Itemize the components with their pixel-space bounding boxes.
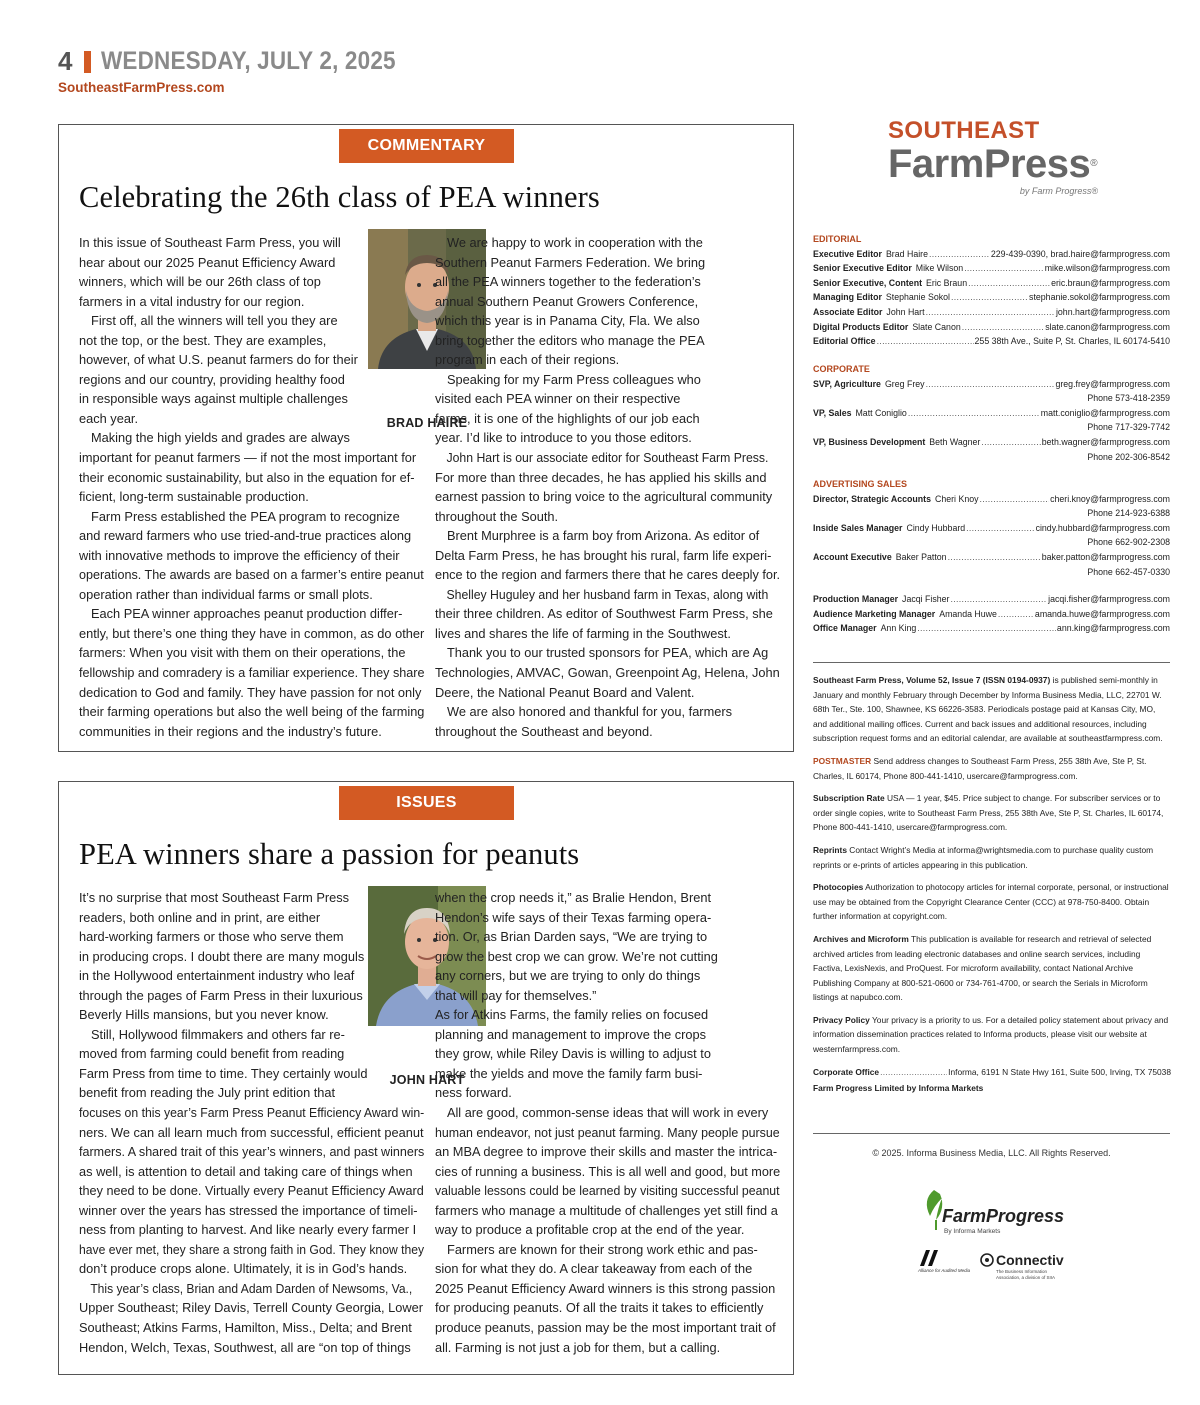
contact-value[interactable]: beth.wagner@farmprogress.com	[1041, 436, 1170, 447]
text-line: Delta Farm Press, he has brought his rural, farm life experi-	[435, 547, 772, 563]
masthead-heading: CORPORATE	[813, 364, 870, 374]
text-line: In this issue of Southeast Farm Press, you will	[79, 235, 341, 250]
section-tag: COMMENTARY	[339, 129, 514, 163]
masthead-row: Editorial Office ..... 255 38th Ave., Suite P, St. Charles, IL 60174-5410	[813, 334, 1170, 349]
text-line: when the crop needs it,” as Bralie Hendon, Brent	[435, 890, 712, 905]
text-line: for producing peanuts. Of all the traits it takes to efficiently	[435, 1300, 764, 1316]
text-line: lives and shares the life of farming in the Southwest.	[435, 625, 731, 641]
text-line: any corners, but we are trying to only do things	[435, 968, 701, 984]
masthead-row: Managing Editor Stephanie Sokol ..... stephanie.sokol@farmprogress.com	[813, 290, 1170, 305]
divider-rule	[813, 662, 1170, 663]
partner-logos	[912, 1248, 1082, 1284]
text-line: grow the best crop we can grow. We’re not cutting	[435, 948, 718, 964]
text-line: produce peanuts, passion may be the most important trait of	[435, 1320, 776, 1336]
text-line: tion. Or, as Brian Darden says, “We are trying to	[435, 929, 708, 945]
text-line: Upper Southeast; Riley Davis, Terrell County Georgia, Lower	[79, 1300, 424, 1316]
text-line: all. Farming is not just a job for them, but a calling.	[435, 1339, 721, 1355]
masthead-production	[813, 592, 1170, 636]
text-line: Brent Murphree is a farm boy from Arizona. As editor of	[447, 528, 760, 544]
text-line: in the Hollywood entertainment industry who leaf	[79, 968, 355, 984]
text-line: Speaking for my Farm Press colleagues who	[447, 371, 701, 387]
masthead-row: Account Executive Baker Patton ..... baker.patton@farmprogress.com	[813, 550, 1170, 565]
text-line: All are good, common-sense ideas that will work in every	[446, 1105, 769, 1121]
text-line: throughout the Southeast and beyond.	[435, 723, 653, 739]
masthead-row: Associate Editor John Hart ..... john.hart@farmprogress.com	[813, 305, 1170, 320]
connectiv-wordmark: Connectiv	[996, 1252, 1064, 1268]
text-line: We are happy to work in cooperation with the	[447, 235, 703, 250]
text-line: in producing crops. I doubt there are many moguls	[79, 948, 365, 964]
contact-value[interactable]: baker.patton@farmprogress.com	[1041, 551, 1170, 562]
text-line: sion for what they do. A clear takeaway from each of the	[435, 1261, 753, 1277]
text-line: Each PEA winner approaches peanut production differ-	[91, 606, 403, 622]
text-line: they need to be done. Virtually every Peanut Efficiency Award	[79, 1183, 424, 1199]
article-column-2	[435, 888, 780, 1357]
contact-value[interactable]: cindy.hubbard@farmprogress.com	[1035, 522, 1170, 533]
masthead-advertising	[813, 477, 1170, 579]
text-line: planning and management to improve the crops	[435, 1026, 707, 1042]
text-line: winner over the years has stressed the importance of timeli-	[79, 1202, 418, 1218]
text-line: Farmers are known for their strong work ethic and pas-	[447, 1241, 758, 1257]
farm-progress-wordmark: FarmProgress	[942, 1206, 1065, 1226]
masthead-row: VP, Business Development Beth Wagner ..... beth.wagner@farmprogress.com	[813, 435, 1170, 450]
article-headline: Celebrating the 26th class of PEA winners	[79, 180, 600, 214]
phone-number: Phone 573-418-2359	[1087, 393, 1170, 404]
text-line: farmers in a vital industry for our region.	[79, 293, 305, 309]
text-line: don’t produce crops alone. Ultimately, it is in God’s hands.	[79, 1261, 408, 1277]
contact-value[interactable]: slate.canon@farmprogress.com	[1045, 321, 1170, 332]
contact-value[interactable]: amanda.huwe@farmprogress.com	[1034, 608, 1170, 619]
text-line: farms, it is one of the highlights of our job each	[435, 410, 700, 426]
masthead-row: Senior Executive, Content Eric Braun ..... eric.braun@farmprogress.com	[813, 276, 1170, 291]
issue-date: WEDNESDAY, JULY 2, 2025	[101, 47, 397, 75]
text-line: annual Southern Peanut Growers Conference,	[435, 293, 699, 309]
masthead-row: VP, Sales Matt Coniglio ..... matt.coniglio@farmprogress.com	[813, 406, 1170, 421]
text-line: It’s no surprise that most Southeast Farm Press	[79, 890, 350, 905]
phone-number: Phone 717-329-7742	[1087, 422, 1170, 433]
text-line: program in each of their regions.	[435, 352, 620, 368]
text-line: This year’s class, Brian and Adam Darden of Newsoms, Va.,	[90, 1280, 413, 1296]
text-line: their economic sustainability, but also in the equation for ef-	[79, 469, 415, 485]
text-line: Deere, the National Peanut Board and Valent.	[435, 684, 695, 700]
text-line: Shelley Huguley and her husband farm in Texas, along with	[446, 586, 769, 602]
text-line: dedication to God and family. They have passion for not only	[79, 684, 422, 700]
text-line: ness from planting to harvest. And like nearly every farmer I	[79, 1222, 417, 1238]
farm-progress-logo	[920, 1186, 1070, 1236]
masthead-corporate	[813, 362, 1170, 464]
text-line: way to produce a profitable crop at the end of the year.	[435, 1222, 745, 1238]
text-line: Technologies, AMVAC, Gowan, Greenpoint Ag, Helena, John	[435, 665, 780, 681]
text-line: earnest passion to bring voice to the agricultural community	[435, 489, 773, 505]
text-line: Thank you to our trusted sponsors for PEA, which are Ag	[446, 645, 769, 661]
text-line: through the pages of Farm Press in their luxurious	[79, 987, 363, 1003]
masthead-row: Audience Marketing Manager Amanda Huwe ..... amanda.huwe@farmprogress.com	[813, 607, 1170, 622]
text-line: hear about our 2025 Peanut Efficiency Award	[79, 254, 336, 270]
text-line: valuable lessons could be learned by visiting successful peanut	[435, 1183, 780, 1199]
phone-number: Phone 214-923-6388	[1087, 508, 1170, 519]
article-column-2	[435, 233, 780, 741]
text-line: We are also honored and thankful for you, farmers	[447, 704, 733, 720]
masthead-row: Production Manager Jacqi Fisher ..... jacqi.fisher@farmprogress.com	[813, 592, 1170, 607]
text-line: fellowship and comradery is a familiar experience. They share	[79, 665, 425, 681]
text-line: human endeavor, not just peanut farming. Many people pursue	[435, 1124, 780, 1140]
text-line: and reward farmers who use tried-and-true practices along	[79, 528, 412, 544]
contact-value[interactable]: jacqi.fisher@farmprogress.com	[1048, 594, 1170, 604]
text-line: Making the high yields and grades are always	[91, 430, 350, 446]
text-line: visited each PEA winner on their respective	[435, 391, 681, 407]
site-link[interactable]: SoutheastFarmPress.com	[58, 80, 225, 95]
text-line: with innovative methods to improve the efficiency of their	[79, 547, 400, 563]
masthead-heading: EDITORIAL	[813, 234, 862, 244]
svg-text:Association, a division of SII: Association, a division of SIIA	[996, 1275, 1056, 1280]
text-line: ficient, long-term sustainable production.	[79, 489, 309, 505]
text-line: For more than three decades, he has applied his skills and	[435, 469, 767, 485]
contact-value[interactable]: ann.king@farmprogress.com	[1056, 623, 1170, 634]
masthead-row: Inside Sales Manager Cindy Hubbard ..... cindy.hubbard@farmprogress.com	[813, 521, 1170, 536]
text-line: benefit from reading the July print edition that	[79, 1085, 336, 1101]
contact-value[interactable]: matt.coniglio@farmprogress.com	[1040, 407, 1170, 418]
text-line: cies of running a business. This is all well and good, but more	[435, 1163, 781, 1179]
section-tag: ISSUES	[339, 786, 514, 820]
masthead-heading: ADVERTISING SALES	[813, 479, 908, 489]
text-line: regions and our country, providing healthy food	[79, 371, 345, 387]
contact-value[interactable]: eric.braun@farmprogress.com	[1051, 277, 1170, 288]
text-line: Southern Peanut Farmers Federation. We bring	[435, 254, 706, 270]
text-line: John Hart is our associate editor for Southeast Farm Press.	[446, 450, 769, 466]
text-line: farmers. A shared trait of this year’s winners, and past winners	[79, 1144, 425, 1160]
masthead-row: Office Manager Ann King ..... ann.king@farmprogress.com	[813, 621, 1170, 636]
text-line: year. I’d like to introduce to you those editors.	[435, 430, 692, 446]
text-line: important for peanut farmers — if not the most important for	[79, 450, 417, 466]
text-line: hard-working farmers or those who serve them	[79, 929, 344, 945]
contact-value[interactable]: stephanie.sokol@farmprogress.com	[1029, 292, 1170, 303]
text-line: Beverly Hills mansions, but you never know.	[79, 1007, 329, 1023]
svg-text:The Business Information: The Business Information	[996, 1269, 1048, 1274]
text-line: have ever met, they share a strong faith in God. They know they	[79, 1241, 425, 1257]
commentary-article	[58, 124, 794, 752]
text-line: however, of what U.S. peanut farmers do for their	[79, 352, 358, 368]
text-line: each year.	[79, 410, 139, 426]
page-header	[58, 46, 429, 95]
masthead-editorial	[813, 232, 1170, 349]
text-line: 2025 Peanut Efficiency Award winners is this strong passion	[435, 1280, 776, 1296]
photo-caption: BRAD HAIRE	[386, 416, 468, 430]
text-line: Still, Hollywood filmmakers and others far re-	[91, 1026, 345, 1042]
masthead-row: Digital Products Editor Slate Canon ..... slate.canon@farmprogress.com	[813, 320, 1170, 335]
farm-progress-sub: By Informa Markets	[944, 1228, 1001, 1235]
phone-number: Phone 662-457-0330	[1087, 566, 1170, 577]
text-line: farmers: When you visit with them on their operations, the	[79, 645, 406, 661]
aam-label: Alliance for Audited Media	[918, 1268, 971, 1273]
text-line: ence to the region and farmers there that he cares deeply for.	[435, 567, 781, 583]
southeast-farm-press-logo: SOUTHEAST FarmPress® by Farm Progress®	[888, 117, 1098, 196]
contact-value[interactable]: cheri.knoy@farmprogress.com	[1050, 493, 1170, 504]
text-line: moved from farming could benefit from reading	[79, 1046, 345, 1062]
header-divider	[84, 51, 91, 73]
contact-value[interactable]: 255 38th Ave., Suite P, St. Charles, IL 60174-5410	[974, 336, 1170, 347]
contact-value[interactable]: greg.frey@farmprogress.com	[1055, 378, 1170, 389]
text-line: Southeast; Atkins Farms, Hamilton, Miss., Delta; and Brent	[79, 1320, 412, 1336]
text-line: winners, which will be our 26th class of top	[79, 274, 321, 290]
contact-value[interactable]: 229-439-0390, brad.haire@farmprogress.com	[990, 248, 1170, 259]
text-line: farmers who manage a multitude of challenges yet still find a	[435, 1202, 778, 1218]
publication-info: Southeast Farm Press, Volume 52, Issue 7 (ISSN 0194-0937) is published semi-monthly in January and monthly February through December by Informa Business Media, LLC, 22701 W. 68th Ter., Ste. 100, Shawnee, KS 66226-3583. Periodicals postage paid at Kansas City, MO, and additional mailing offices. Current and back issues and additional resources, including subscription request forms and an editorial calendar, are available at southeastfarmpress.com. POSTMASTER Send address changes to Southeast Farm Press, 255 38th Ave, Ste P, St. Charles, IL 60174, Phone 800-441-1410, usercare@farmprogress.com. Subscription Rate USA — 1 year, $45. Price subject to change. For subscriber services or to order single copies, write to Southeast Farm Press, 255 38th Ave, Ste P, St. Charles, IL 60174, Phone 800-441-1410, usercare@farmprogress.com. Reprints Contact Wright’s Media at informa@wrightsmedia.com to purchase quality custom reprints or e-prints of articles appearing in this publication. Photocopies Authorization to photocopy articles for internal corporate, personal, or instructional use may be obtained from the Copyright Clearance Center (CCC) at 978-750-8400. Obtain further information at copyright.com. Archives and Microform This publication is available for research and retrieval of selected archived articles from leading electronic databases and online search services, including Factiva, LexisNexis, and ProQuest. For microform availability, contact National Archive Publishing Company at 800-521-0600 or 734-761-4700, or search the Serials in Microform listings at napubco.com. Privacy Policy Your privacy is a priority to us. For a detailed policy statement about privacy and information dissemination practices related to Informa products, please visit our website at westernfarmpress.com. Corporate Office ..... Informa, 6191 N State Hwy 161, Suite 500, Irving, TX 75038 Farm Progress Limited by Informa Markets	[813, 673, 1171, 1104]
text-line: throughout the South.	[435, 508, 559, 524]
text-line: their three children. As editor of Southwest Farm Press, she	[435, 606, 773, 622]
text-line: focuses on this year’s Farm Press Peanut Efficiency Award win-	[79, 1105, 425, 1121]
contact-value[interactable]: john.hart@farmprogress.com	[1055, 306, 1170, 317]
masthead-row: Director, Strategic Accounts Cheri Knoy ..... cheri.knoy@farmprogress.com	[813, 492, 1170, 507]
text-line: ently, but there’s one thing they have in common, as do other	[79, 625, 425, 641]
text-line: that will pay for themselves.”	[435, 987, 597, 1003]
phone-number: Phone 202-306-8542	[1087, 451, 1170, 462]
text-line: As for Atkins Farms, the family relies on focused	[435, 1007, 709, 1023]
text-line: Farm Press established the PEA program to recognize	[91, 508, 400, 524]
copyright-notice: © 2025. Informa Business Media, LLC. All Rights Reserved.	[872, 1148, 1111, 1158]
photo-caption: JOHN HART	[389, 1073, 465, 1087]
text-line: ness forward.	[435, 1085, 512, 1101]
text-line: as well, is attention to detail and taking care of things when	[79, 1163, 413, 1179]
text-line: Farm Press from time to time. They certainly would	[79, 1065, 368, 1081]
text-line: First off, all the winners will tell you they are	[91, 313, 338, 329]
text-line: readers, both online and in print, are either	[79, 909, 321, 925]
text-line: make the yields and move the family farm busi-	[435, 1065, 703, 1081]
text-line: communities in their regions and the industry’s future.	[79, 723, 382, 739]
issues-article	[58, 781, 794, 1375]
masthead-row: Senior Executive Editor Mike Wilson ..... mike.wilson@farmprogress.com	[813, 261, 1170, 276]
text-line: their farming operations but also the well being of the farming	[79, 704, 425, 720]
text-line: all the PEA winners together to the federation’s	[435, 274, 701, 290]
text-line: operation rather than individual farms or small plots.	[79, 586, 373, 602]
contact-value[interactable]: mike.wilson@farmprogress.com	[1044, 263, 1170, 274]
text-line: ners. We can all learn much from successful, efficient peanut	[79, 1124, 424, 1140]
phone-number: Phone 662-902-2308	[1087, 537, 1170, 548]
masthead-row: Executive Editor Brad Haire ..... 229-439-0390, brad.haire@farmprogress.com	[813, 247, 1170, 262]
text-line: Hendon, Welch, Texas, Southwest, all are “on top of things	[79, 1339, 411, 1355]
text-line: not the top, or the best. They are examples,	[79, 332, 327, 348]
text-line: an MBA degree to improve their skills and master the intrica-	[435, 1144, 778, 1160]
masthead-row: SVP, Agriculture Greg Frey ..... greg.frey@farmprogress.com	[813, 377, 1170, 392]
text-line: which this year is in Panama City, Fla. We also	[435, 313, 700, 329]
page-number: 4	[58, 46, 73, 76]
text-line: they grow, while Riley Davis is willing to adjust to	[435, 1046, 711, 1062]
divider-rule	[813, 1133, 1170, 1134]
article-headline: PEA winners share a passion for peanuts	[79, 837, 580, 871]
text-line: operations. The awards are based on a farmer’s entire peanut	[79, 567, 424, 583]
text-line: Hendon’s wife says of their Texas farming opera-	[435, 909, 712, 925]
text-line: in responsible ways against multiple challenges	[79, 391, 348, 407]
text-line: bring together the editors who manage the PEA	[435, 332, 705, 348]
